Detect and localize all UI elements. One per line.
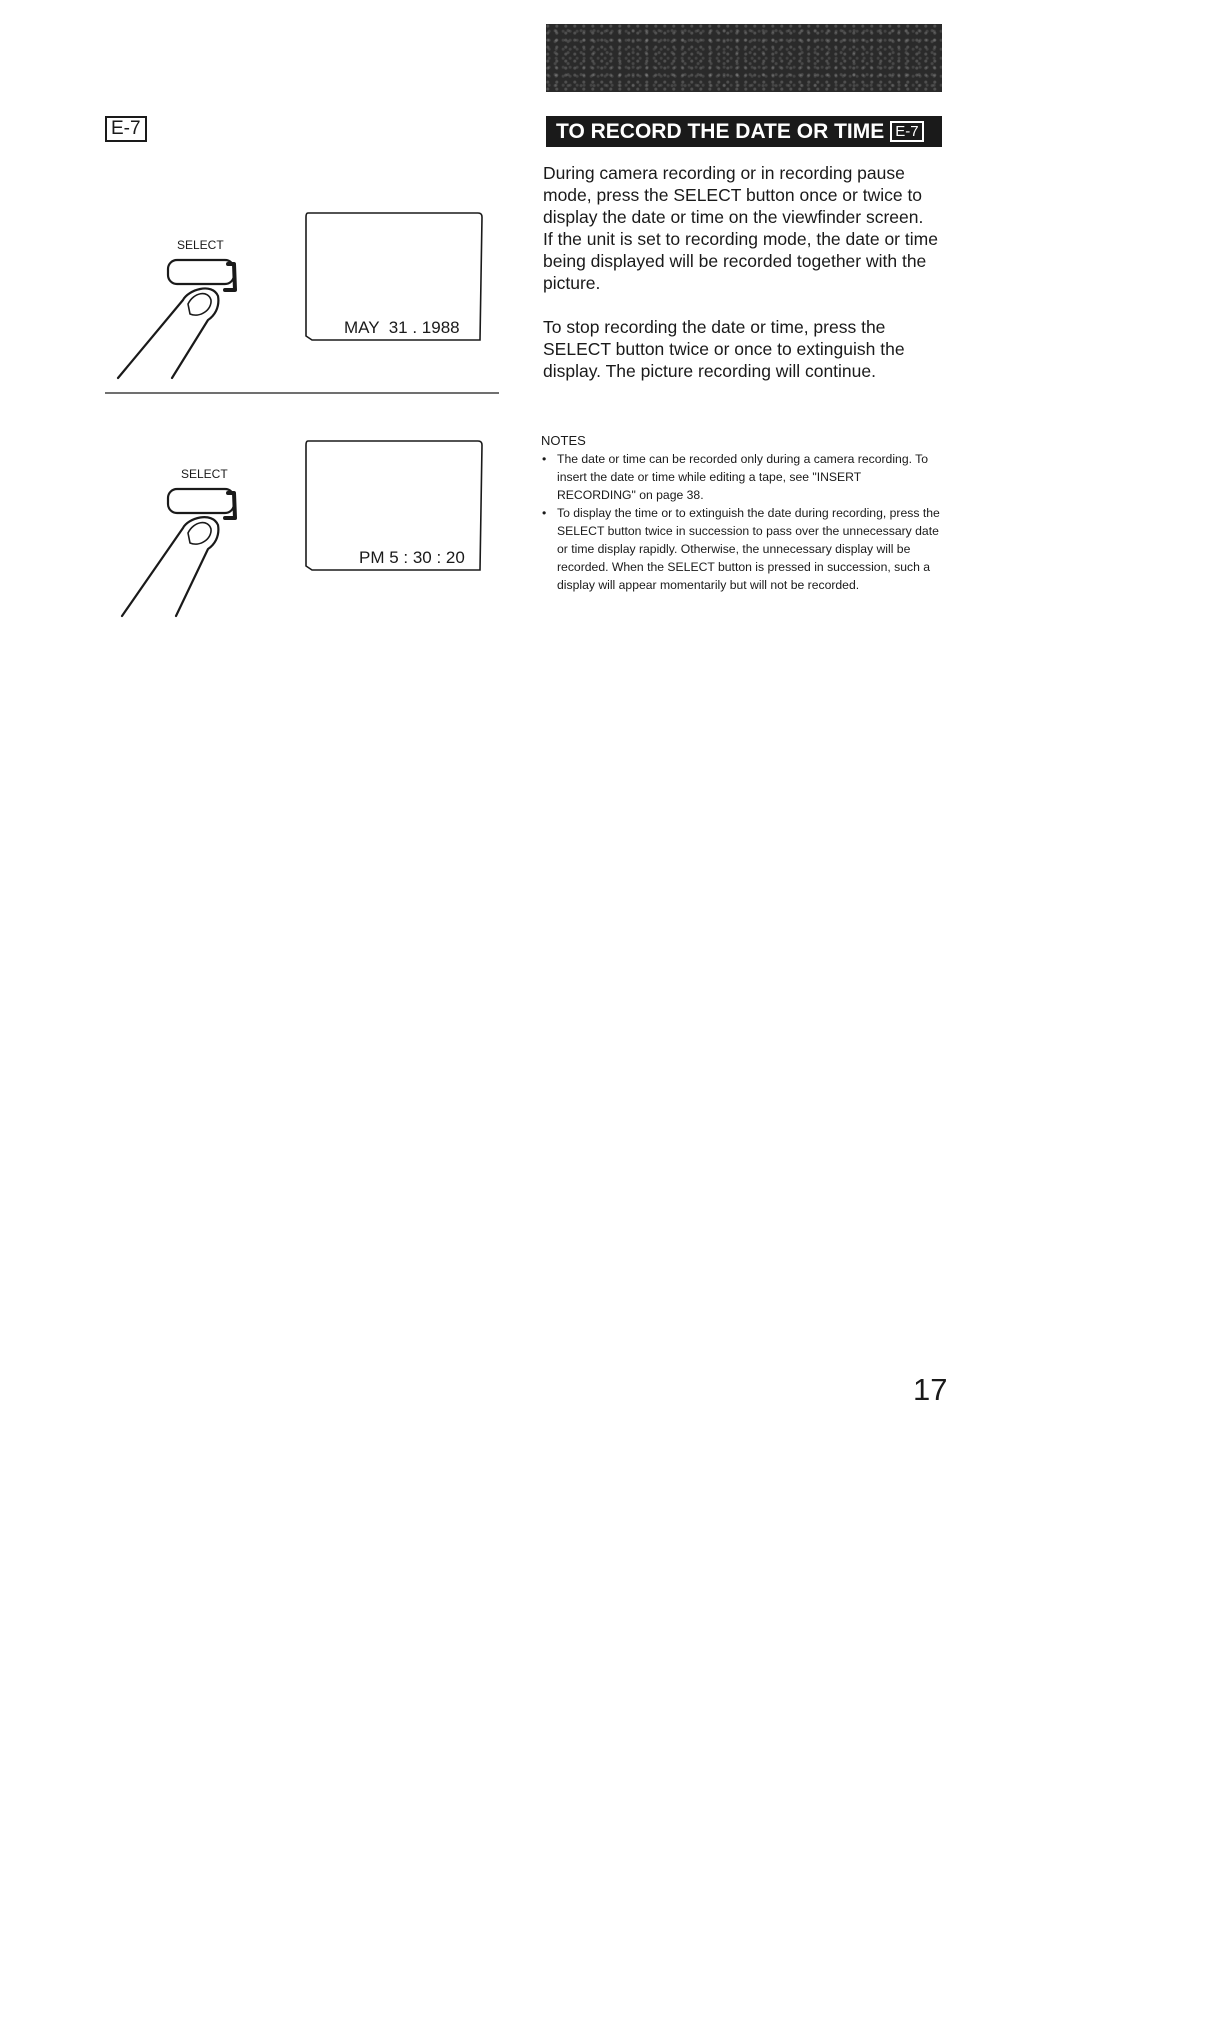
time-display: PM 5 : 30 : 20 xyxy=(359,548,465,567)
section-title: TO RECORD THE DATE OR TIME xyxy=(556,120,885,143)
select-label-2: SELECT xyxy=(181,467,228,481)
notes-title: NOTES xyxy=(541,433,586,448)
select-button-icon xyxy=(168,260,234,284)
section-title-tag: E-7 xyxy=(890,121,923,142)
note-item-2: • To display the time or to extinguish the date during recording, press the SELECT button twice in succession to pass over the unnecessary date or time display rapidly. Otherwise, the unnecessary display will be recorded. When the SELECT button is pressed in succession, such a display will appear momentarily but will not be recorded. xyxy=(541,504,941,594)
illustrations xyxy=(0,0,1230,700)
body-paragraph-2: If the unit is set to recording mode, the date or time being displayed will be recorded together with the picture. xyxy=(543,229,938,293)
note-item-1: • The date or time can be recorded only during a camera recording. To insert the date or time while editing a tape, see "INSERT RECORDING" on page 38. xyxy=(541,450,941,504)
page-number: 17 xyxy=(913,1372,948,1407)
select-finger-illustration-1 xyxy=(118,260,235,378)
select-button-icon-2 xyxy=(168,489,234,513)
page-label: E-7 xyxy=(105,116,147,142)
select-label-1: SELECT xyxy=(177,238,224,252)
body-paragraph-1: During camera recording or in recording pause mode, press the SELECT button once or twice to display the date or time on the viewfinder screen. xyxy=(543,163,924,227)
select-finger-illustration-2 xyxy=(122,489,235,616)
date-display: MAY 31 . 1988 xyxy=(344,318,460,337)
body-paragraph-3: To stop recording the date or time, press the SELECT button twice or once to extinguish the display. The picture recording will continue. xyxy=(543,317,905,381)
